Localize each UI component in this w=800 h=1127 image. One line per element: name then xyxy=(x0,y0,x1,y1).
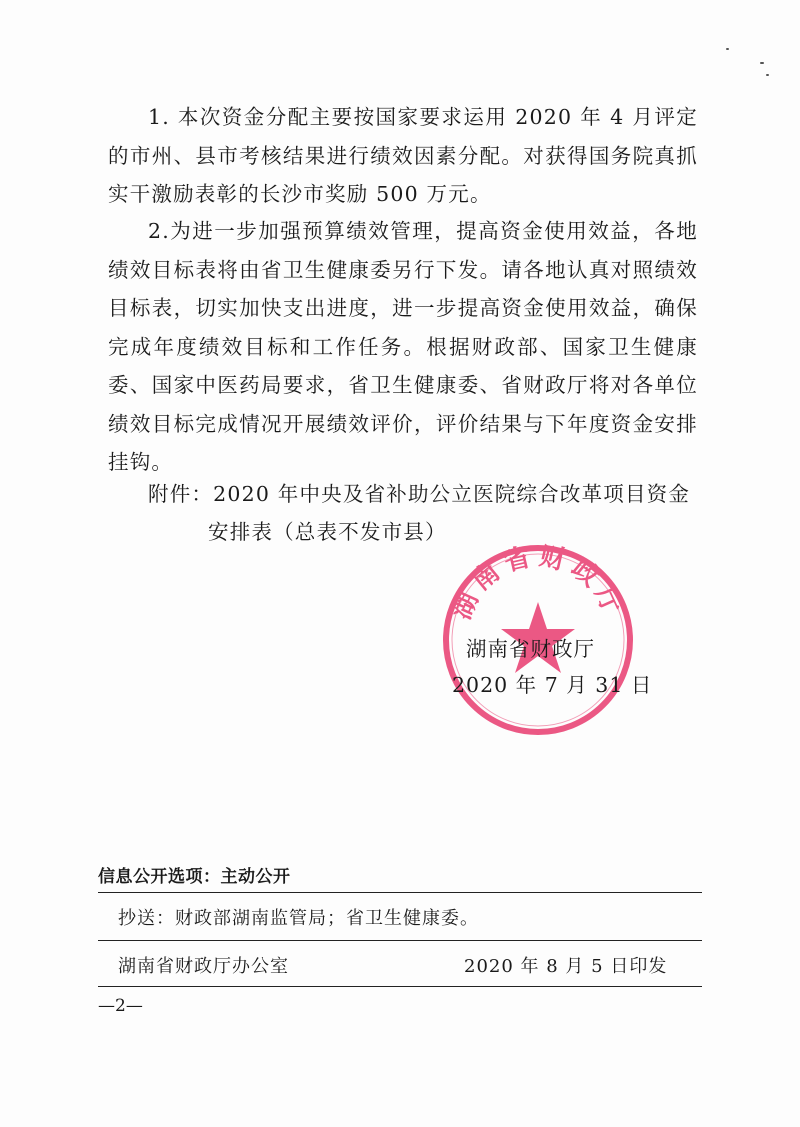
footer-divider-middle xyxy=(98,940,702,941)
attachment-line-2: 安排表（总表不发市县） xyxy=(208,520,447,544)
scan-speck xyxy=(760,62,764,64)
cc-recipients: 抄送：财政部湖南监管局；省卫生健康委。 xyxy=(118,908,479,929)
signing-organization: 湖南省财政厅 xyxy=(466,637,595,661)
page-number: —2— xyxy=(98,996,143,1016)
print-date: 2020 年 8 月 5 日印发 xyxy=(464,956,668,977)
footer-divider-bottom xyxy=(98,986,702,987)
scan-speck xyxy=(766,74,769,76)
seal-text: 湖南省财政厅 xyxy=(446,541,630,625)
attachment-line-1: 附件：2020 年中央及省补助公立医院综合改革项目资金 xyxy=(148,482,691,506)
signing-date: 2020 年 7 月 31 日 xyxy=(452,673,653,697)
footer-divider-top xyxy=(98,892,702,893)
issuing-office: 湖南省财政厅办公室 xyxy=(118,956,289,977)
scan-speck xyxy=(726,48,729,50)
body-paragraph-2: 2.为进一步加强预算绩效管理，提高资金使用效益，各地绩效目标表将由省卫生健康委另行下发。请各地认真对照绩效目标表，切实加快支出进度，进一步提高资金使用效益，确保完成年度绩效目标和工作任务。根据财政部、国家卫生健康委、国家中医药局要求，省卫生健康委、省财政厅将对各单位绩效目标完成情况开展绩效评价，评价结果与下年度资金安排挂钩。 xyxy=(108,219,698,474)
disclosure-option: 信息公开选项：主动公开 xyxy=(98,867,291,887)
body-paragraph-1: 1. 本次资金分配主要按国家要求运用 2020 年 4 月评定的市州、县市考核结果进行绩效因素分配。对获得国务院真抓实干激励表彰的长沙市奖励 500 万元。 xyxy=(108,105,698,206)
